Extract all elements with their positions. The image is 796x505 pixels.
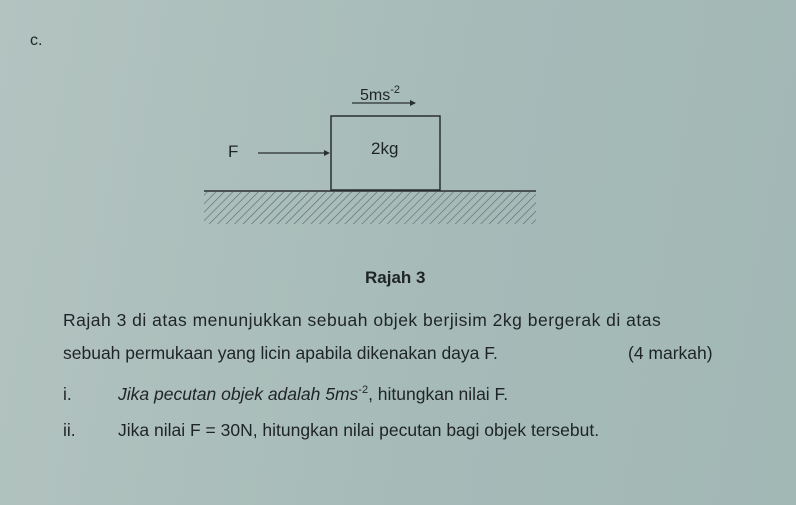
force-arrow-head	[324, 150, 330, 156]
part-label: c.	[30, 32, 43, 49]
ground-hatch	[204, 192, 536, 224]
mass-label: 2kg	[371, 139, 399, 158]
question-2-text: Jika nilai F = 30N, hitungkan nilai pecutan bagi objek tersebut.	[118, 420, 600, 440]
question-1-text: Jika pecutan objek adalah $5ms^{-2}$, hitungkan nilai F.	[118, 384, 509, 404]
question-1-number: i.	[63, 384, 72, 404]
acceleration-arrow-head	[410, 100, 416, 106]
figure-caption: Rajah 3	[365, 268, 426, 287]
acceleration-label: $5ms^{-2}$	[360, 84, 401, 104]
question-2-number: ii.	[63, 420, 76, 440]
marks-label: (4 markah)	[628, 343, 713, 363]
paragraph-line-2: sebuah permukaan yang licin apabila dikenakan daya F.	[63, 343, 498, 363]
paragraph-line-1: Rajah 3 di atas menunjukkan sebuah objek berjisim 2kg bergerak di atas	[63, 310, 662, 330]
force-label: F	[228, 142, 239, 161]
